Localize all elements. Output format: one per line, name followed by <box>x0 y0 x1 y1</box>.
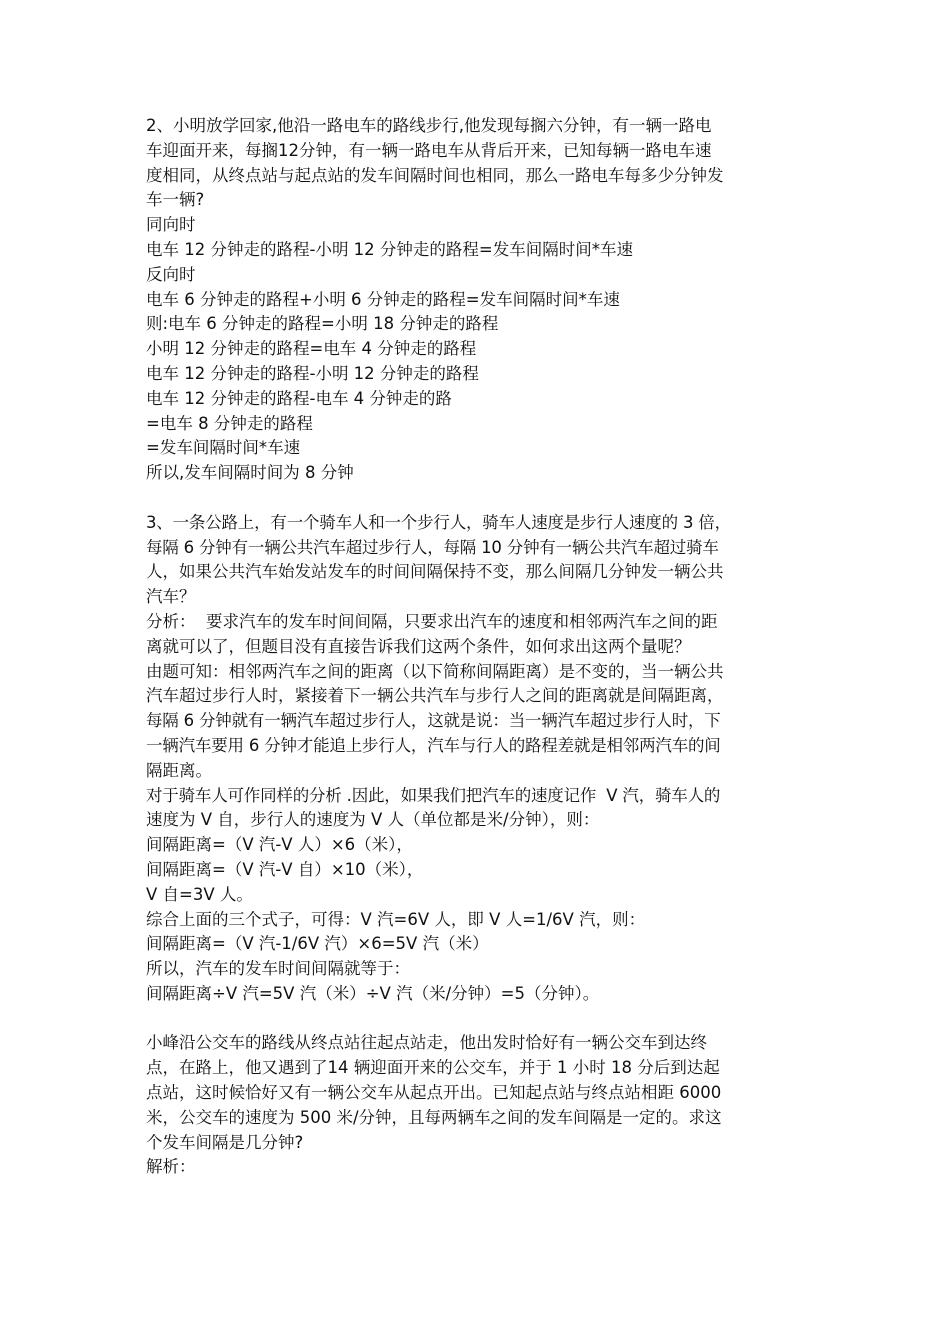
paragraph-gap <box>146 1007 810 1032</box>
problem-2-solution-line-10: =发车间隔时间*车速 <box>146 438 301 458</box>
problem-3-formula-4: 间隔距离=（V 汽-1/6V 汽）×6=5V 汽（米） <box>146 934 489 954</box>
problem-4-question-line-2: 点，在路上，他又遇到了14 辆迎面开来的公交车，并于 1 小时 18 分后到达起 <box>146 1058 720 1078</box>
problem-2-question-line-1: 2、小明放学回家,他沿一路电车的路线步行,他发现每搁六分钟，有一辆一路电 <box>146 116 712 135</box>
problem-2-solution-line-11: 所以,发车间隔时间为 8 分钟 <box>146 463 354 483</box>
problem-3-question-line-3: 人，如果公共汽车始发站发车的时间间隔保持不变，那么间隔几分钟发一辆公共 <box>146 562 724 582</box>
problem-4-question-line-5: 个发车间隔是几分钟? <box>146 1132 304 1152</box>
problem-2-solution-line-7: 电车 12 分钟走的路程-小明 12 分钟走的路程 <box>146 363 479 383</box>
problem-3-analysis-line-15: 所以，汽车的发车时间间隔就等于： <box>146 959 410 979</box>
problem-3-analysis-line-6: 一辆汽车要用 6 分钟才能追上步行人，汽车与行人的路程差就是相邻两汽车的间 <box>146 735 721 755</box>
problem-3-analysis-line-3: 由题可知：相邻两汽车之间的距离（以下简称间隔距离）是不变的，当一辆公共 <box>146 661 724 681</box>
document-body <box>146 114 810 1180</box>
problem-2-solution-line-2: 电车 12 分钟走的路程-小明 12 分钟走的路程=发车间隔时间*车速 <box>146 239 633 259</box>
problem-3-analysis-line-8: 对于骑车人可作同样的分析 .因此，如果我们把汽车的速度记作 V 汽，骑车人的 <box>146 785 721 805</box>
problem-2-solution-line-1: 同向时 <box>146 215 196 235</box>
problem-2-solution-line-6: 小明 12 分钟走的路程=电车 4 分钟走的路程 <box>146 339 477 359</box>
problem-3-analysis-line-9: 速度为 V 自，步行人的速度为 V 人（单位都是米/分钟），则： <box>146 810 600 830</box>
problem-3-analysis-line-4: 汽车超过步行人时，紧接着下一辆公共汽车与步行人之间的距离就是间隔距离， <box>146 686 724 706</box>
problem-4-question-line-4: 米，公交车的速度为 500 米/分钟，且每两辆车之间的发车间隔是一定的。求这 <box>146 1107 722 1127</box>
problem-3 <box>146 511 810 1007</box>
problem-2-solution-line-9: =电车 8 分钟走的路程 <box>146 413 313 433</box>
problem-2-solution-line-3: 反向时 <box>146 264 196 284</box>
problem-3-question-line-4: 汽车？ <box>146 587 196 607</box>
problem-3-analysis-line-1: 分析： 要求汽车的发车时间间隔，只要求出汽车的速度和相邻两汽车之间的距 <box>146 611 718 631</box>
problem-2-solution-line-8: 电车 12 分钟走的路程-电车 4 分钟走的路 <box>146 388 452 408</box>
problem-3-analysis-line-7: 隔距离。 <box>146 760 212 780</box>
problem-4-question-line-3: 点站，这时候恰好又有一辆公交车从起点开出。已知起点站与终点站相距 6000 <box>146 1083 722 1103</box>
problem-3-question-line-1: 3、一条公路上，有一个骑车人和一个步行人，骑车人速度是步行人速度的 3 倍， <box>146 512 731 532</box>
problem-2 <box>146 114 810 486</box>
problem-3-question-line-2: 每隔 6 分钟有一辆公共汽车超过步行人，每隔 10 分钟有一辆公共汽车超过骑车 <box>146 537 719 557</box>
problem-2-question-line-2: 车迎面开来，每搁12分钟，有一辆一路电车从背后开来，已知每辆一路电车速 <box>146 140 712 160</box>
problem-3-formula-5: 间隔距离÷V 汽=5V 汽（米）÷V 汽（米/分钟）=5（分钟）。 <box>146 983 600 1003</box>
problem-3-analysis-line-5: 每隔 6 分钟就有一辆汽车超过步行人，这就是说：当一辆汽车超过步行人时，下 <box>146 711 721 731</box>
problem-2-solution-line-5: 则:电车 6 分钟走的路程=小明 18 分钟走的路程 <box>146 314 499 334</box>
problem-2-question-line-4: 车一辆? <box>146 190 205 210</box>
problem-3-analysis-line-2: 离就可以了，但题目没有直接告诉我们这两个条件，如何求出这两个量呢？ <box>146 636 691 656</box>
problem-3-formula-1: 间隔距离=（V 汽-V 人）×6（米）， <box>146 835 413 855</box>
problem-3-analysis-line-13: 综合上面的三个式子，可得：V 汽=6V 人，即 V 人=1/6V 汽，则： <box>146 909 646 929</box>
problem-4 <box>146 1031 810 1180</box>
problem-2-question-line-3: 度相同，从终点站与起点站的发车间隔时间也相同，那么一路电车每多少分钟发 <box>146 165 724 185</box>
problem-4-analysis-label: 解析： <box>146 1157 196 1177</box>
problem-4-question-line-1: 小峰沿公交车的路线从终点站往起点站走，他出发时恰好有一辆公交车到达终 <box>146 1033 707 1053</box>
problem-2-solution-line-4: 电车 6 分钟走的路程+小明 6 分钟走的路程=发车间隔时间*车速 <box>146 289 620 309</box>
paragraph-gap <box>146 486 810 511</box>
problem-3-formula-2: 间隔距离=（V 汽-V 自）×10（米）， <box>146 859 424 879</box>
problem-3-formula-3: V 自=3V 人。 <box>146 884 253 904</box>
